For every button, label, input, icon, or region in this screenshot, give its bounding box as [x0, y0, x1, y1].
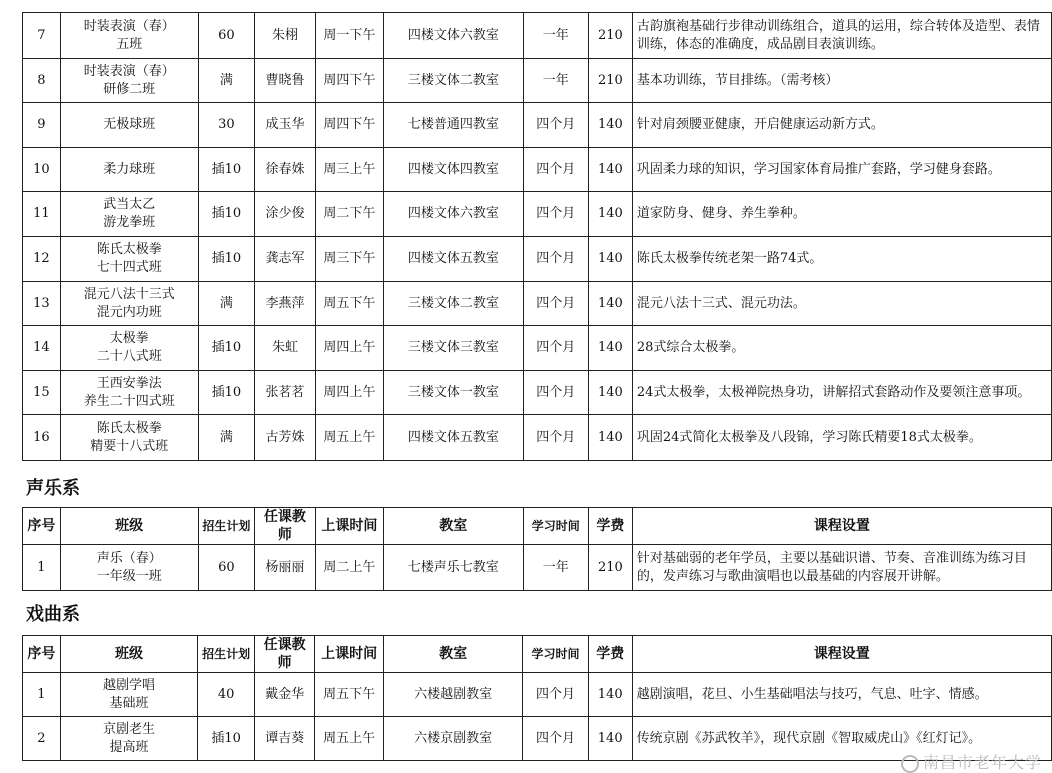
- cell-time: 周五下午: [315, 673, 383, 717]
- cell-room: 三楼文体一教室: [384, 371, 523, 415]
- table-row: [23, 59, 1052, 103]
- cell-fee: 140: [588, 237, 632, 282]
- cell-duration: 一年: [523, 13, 588, 59]
- cell-no: 12: [23, 237, 61, 282]
- cell-plan: 满: [198, 282, 255, 326]
- table-row: [23, 545, 1052, 591]
- cell-time: 周五上午: [315, 415, 383, 461]
- cell-teacher: 徐春姝: [255, 148, 315, 192]
- cell-teacher: 成玉华: [255, 103, 315, 148]
- table-header-row: [23, 508, 1052, 545]
- cell-plan: 满: [198, 415, 255, 461]
- table-row: [23, 148, 1052, 192]
- cell-class: 武当太乙 游龙拳班: [60, 192, 198, 237]
- cell-no: 13: [23, 282, 61, 326]
- cell-course: 传统京剧《苏武牧羊》，现代京剧《智取威虎山》《红灯记》。: [632, 717, 1051, 761]
- cell-class: 声乐（春） 一年级一班: [60, 545, 198, 591]
- table-row: [23, 13, 1052, 59]
- opera-section-title: 戏曲系: [26, 604, 80, 625]
- cell-course: 混元八法十三式、混元功法。: [632, 282, 1051, 326]
- cell-class: 太极拳 二十八式班: [60, 326, 198, 371]
- header-no: 序号: [23, 636, 61, 673]
- cell-time: 周一下午: [315, 13, 383, 59]
- table-row: [23, 415, 1052, 461]
- cell-time: 周四上午: [315, 371, 383, 415]
- header-fee: 学费: [588, 508, 632, 545]
- cell-no: 1: [23, 545, 61, 591]
- cell-time: 周三上午: [315, 148, 383, 192]
- dance-class-table: [22, 12, 1052, 461]
- cell-duration: 四个月: [523, 192, 588, 237]
- cell-room: 六楼京剧教室: [383, 717, 523, 761]
- cell-class: 陈氏太极拳 七十四式班: [60, 237, 198, 282]
- cell-duration: 一年: [523, 545, 588, 591]
- cell-no: 2: [23, 717, 61, 761]
- cell-plan: 插10: [198, 717, 255, 761]
- header-course: 课程设置: [632, 508, 1051, 545]
- cell-no: 10: [23, 148, 61, 192]
- cell-time: 周二上午: [315, 545, 383, 591]
- cell-course: 基本功训练，节目排练。（需考核）: [632, 59, 1051, 103]
- cell-no: 16: [23, 415, 61, 461]
- cell-course: 28式综合太极拳。: [632, 326, 1051, 371]
- cell-teacher: 谭吉葵: [254, 717, 315, 761]
- cell-fee: 140: [588, 371, 632, 415]
- cell-plan: 60: [198, 13, 255, 59]
- header-class: 班级: [60, 508, 198, 545]
- cell-plan: 插10: [198, 148, 255, 192]
- cell-teacher: 朱栩: [255, 13, 315, 59]
- cell-room: 七楼声乐七教室: [384, 545, 523, 591]
- header-room: 教室: [383, 636, 523, 673]
- cell-plan: 插10: [198, 371, 255, 415]
- cell-time: 周四上午: [315, 326, 383, 371]
- header-course: 课程设置: [632, 636, 1051, 673]
- cell-teacher: 张茗茗: [255, 371, 315, 415]
- table-row: [23, 282, 1052, 326]
- cell-room: 三楼文体二教室: [384, 282, 523, 326]
- cell-class: 京剧老生 提高班: [60, 717, 198, 761]
- cell-teacher: 戴金华: [254, 673, 315, 717]
- cell-fee: 210: [588, 545, 632, 591]
- header-room: 教室: [384, 508, 523, 545]
- table-header-row: [23, 636, 1052, 673]
- cell-no: 14: [23, 326, 61, 371]
- cell-plan: 插10: [198, 326, 255, 371]
- table-row: [23, 673, 1052, 717]
- cell-duration: 四个月: [523, 717, 588, 761]
- table-row: [23, 371, 1052, 415]
- cell-room: 四楼文体四教室: [384, 148, 523, 192]
- cell-no: 7: [23, 13, 61, 59]
- table-row: [23, 103, 1052, 148]
- cell-no: 11: [23, 192, 61, 237]
- cell-plan: 满: [198, 59, 255, 103]
- cell-no: 15: [23, 371, 61, 415]
- cell-duration: 四个月: [523, 326, 588, 371]
- header-duration: 学习时间: [523, 508, 588, 545]
- cell-time: 周四下午: [315, 59, 383, 103]
- cell-fee: 140: [588, 192, 632, 237]
- cell-course: 越剧演唱，花旦、小生基础唱法与技巧，气息、吐字、情感。: [632, 673, 1051, 717]
- cell-fee: 140: [588, 103, 632, 148]
- header-plan: 招生计划: [198, 636, 255, 673]
- cell-no: 1: [23, 673, 61, 717]
- cell-course: 巩固柔力球的知识，学习国家体育局推广套路，学习健身套路。: [632, 148, 1051, 192]
- cell-time: 周五上午: [315, 717, 383, 761]
- table-row: [23, 326, 1052, 371]
- cell-fee: 210: [588, 59, 632, 103]
- watermark: [901, 750, 1042, 773]
- cell-time: 周四下午: [315, 103, 383, 148]
- cell-course: 古韵旗袍基础行步律动训练组合，道具的运用，综合转体及造型、表情训练，体态的准确度，成品剧目表演训练。: [632, 13, 1051, 59]
- header-class: 班级: [60, 636, 198, 673]
- cell-room: 四楼文体五教室: [384, 237, 523, 282]
- cell-course: 道家防身、健身、养生拳种。: [632, 192, 1051, 237]
- cell-course: 针对肩颈腰亚健康，开启健康运动新方式。: [632, 103, 1051, 148]
- cell-fee: 210: [588, 13, 632, 59]
- cell-duration: 四个月: [523, 282, 588, 326]
- cell-fee: 140: [588, 717, 632, 761]
- cell-course: 针对基础弱的老年学员，主要以基础识谱、节奏、音准训练为练习目的，发声练习与歌曲演唱也以最基础的内容展开讲解。: [632, 545, 1051, 591]
- cell-plan: 插10: [198, 192, 255, 237]
- cell-time: 周五下午: [315, 282, 383, 326]
- cell-class: 陈氏太极拳 精要十八式班: [60, 415, 198, 461]
- cell-teacher: 曹晓鲁: [255, 59, 315, 103]
- cell-plan: 60: [198, 545, 255, 591]
- header-teacher: 任课教师: [255, 508, 315, 545]
- cell-room: 四楼文体六教室: [384, 13, 523, 59]
- cell-teacher: 古芳姝: [255, 415, 315, 461]
- header-time: 上课时间: [315, 636, 383, 673]
- cell-duration: 四个月: [523, 237, 588, 282]
- cell-class: 越剧学唱 基础班: [60, 673, 198, 717]
- cell-plan: 插10: [198, 237, 255, 282]
- table-row: [23, 237, 1052, 282]
- vocal-section-title: 声乐系: [26, 478, 80, 499]
- cell-class: 王西安拳法 养生二十四式班: [60, 371, 198, 415]
- wechat-icon: [901, 755, 919, 773]
- header-duration: 学习时间: [523, 636, 588, 673]
- cell-room: 四楼文体五教室: [384, 415, 523, 461]
- cell-teacher: 涂少俊: [255, 192, 315, 237]
- header-teacher: 任课教师: [254, 636, 315, 673]
- cell-duration: 四个月: [523, 148, 588, 192]
- cell-duration: 四个月: [523, 673, 588, 717]
- cell-no: 9: [23, 103, 61, 148]
- cell-class: 无极球班: [60, 103, 198, 148]
- cell-duration: 四个月: [523, 103, 588, 148]
- header-plan: 招生计划: [198, 508, 255, 545]
- cell-course: 巩固24式简化太极拳及八段锦，学习陈氏精要18式太极拳。: [632, 415, 1051, 461]
- cell-class: 柔力球班: [60, 148, 198, 192]
- cell-class: 时装表演（春） 五班: [60, 13, 198, 59]
- cell-duration: 一年: [523, 59, 588, 103]
- cell-duration: 四个月: [523, 415, 588, 461]
- cell-room: 三楼文体三教室: [384, 326, 523, 371]
- cell-duration: 四个月: [523, 371, 588, 415]
- header-time: 上课时间: [315, 508, 383, 545]
- cell-time: 周三下午: [315, 237, 383, 282]
- cell-teacher: 杨丽丽: [255, 545, 315, 591]
- cell-time: 周二下午: [315, 192, 383, 237]
- cell-class: 时装表演（春） 研修二班: [60, 59, 198, 103]
- vocal-class-table: [22, 507, 1052, 591]
- cell-room: 六楼越剧教室: [383, 673, 523, 717]
- cell-no: 8: [23, 59, 61, 103]
- cell-room: 七楼普通四教室: [384, 103, 523, 148]
- header-fee: 学费: [588, 636, 632, 673]
- cell-room: 三楼文体二教室: [384, 59, 523, 103]
- cell-class: 混元八法十三式 混元内功班: [60, 282, 198, 326]
- cell-teacher: 李燕萍: [255, 282, 315, 326]
- opera-class-table: [22, 635, 1052, 761]
- cell-teacher: 朱虹: [255, 326, 315, 371]
- cell-plan: 40: [198, 673, 255, 717]
- cell-fee: 140: [588, 326, 632, 371]
- header-no: 序号: [23, 508, 61, 545]
- cell-plan: 30: [198, 103, 255, 148]
- cell-teacher: 龚志军: [255, 237, 315, 282]
- watermark-text: 南昌市老年大学: [922, 753, 1042, 772]
- cell-fee: 140: [588, 148, 632, 192]
- table-row: [23, 717, 1052, 761]
- table-row: [23, 192, 1052, 237]
- cell-room: 四楼文体六教室: [384, 192, 523, 237]
- cell-fee: 140: [588, 415, 632, 461]
- cell-fee: 140: [588, 673, 632, 717]
- cell-fee: 140: [588, 282, 632, 326]
- cell-course: 24式太极拳，太极禅院热身功，讲解招式套路动作及要领注意事项。: [632, 371, 1051, 415]
- cell-course: 陈氏太极拳传统老架一路74式。: [632, 237, 1051, 282]
